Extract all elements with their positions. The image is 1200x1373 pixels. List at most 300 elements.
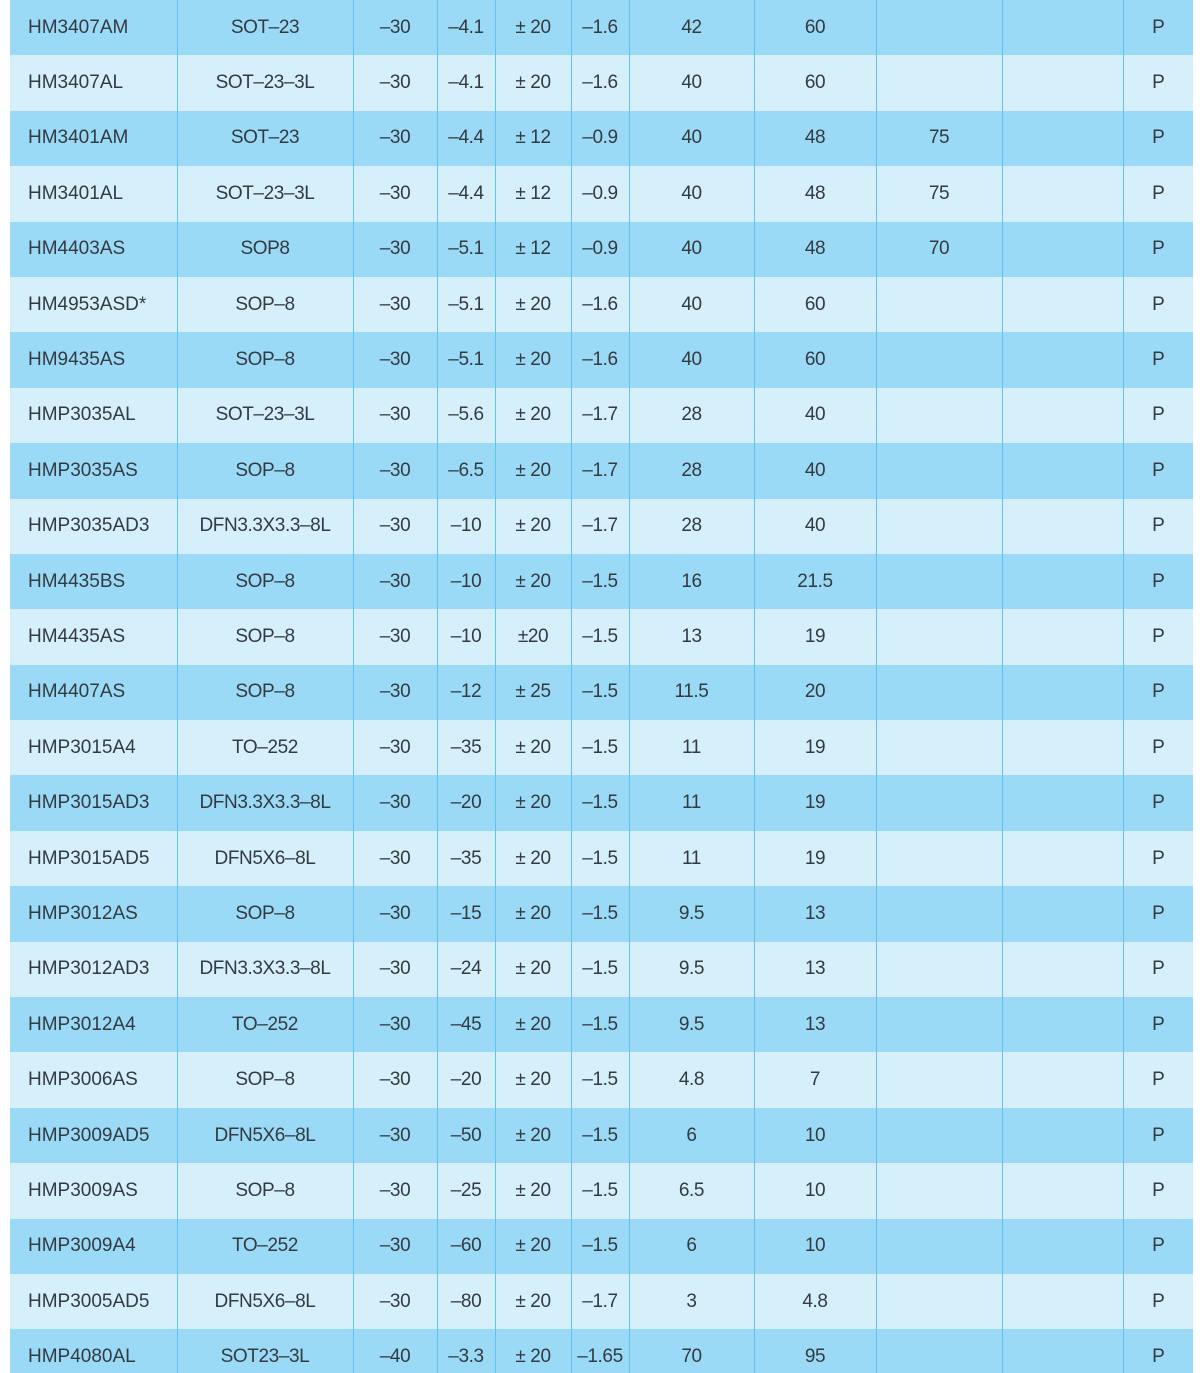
vgs-cell: ± 20 bbox=[495, 1163, 571, 1218]
table-row bbox=[10, 665, 1193, 720]
vgs-cell: ± 20 bbox=[495, 997, 571, 1052]
rds-on-1v8-cell bbox=[1002, 1052, 1123, 1107]
rds-on-1v8-cell bbox=[1002, 443, 1123, 498]
rds-on-4v5-cell: 48 bbox=[754, 111, 876, 166]
vth-cell: –1.7 bbox=[571, 499, 629, 554]
table-row bbox=[10, 609, 1193, 664]
vds-cell: –30 bbox=[353, 499, 437, 554]
part-number-cell: HM4403AS bbox=[10, 222, 177, 277]
id-cell: –4.1 bbox=[437, 55, 495, 110]
vds-cell: –30 bbox=[353, 166, 437, 221]
table-row bbox=[10, 1163, 1193, 1218]
rds-on-2v5-cell bbox=[876, 1219, 1002, 1274]
table-row bbox=[10, 332, 1193, 387]
vds-cell: –30 bbox=[353, 1219, 437, 1274]
rds-on-1v8-cell bbox=[1002, 665, 1123, 720]
vds-cell: –30 bbox=[353, 1108, 437, 1163]
vgs-cell: ± 20 bbox=[495, 554, 571, 609]
rds-on-1v8-cell bbox=[1002, 554, 1123, 609]
vgs-cell: ± 20 bbox=[495, 942, 571, 997]
vds-cell: –30 bbox=[353, 111, 437, 166]
rds-on-4v5-cell: 21.5 bbox=[754, 554, 876, 609]
vds-cell: –30 bbox=[353, 886, 437, 941]
part-number-cell: HMP3015A4 bbox=[10, 720, 177, 775]
vds-cell: –30 bbox=[353, 1274, 437, 1329]
table-row bbox=[10, 997, 1193, 1052]
id-cell: –10 bbox=[437, 609, 495, 664]
table-row bbox=[10, 554, 1193, 609]
vds-cell: –30 bbox=[353, 332, 437, 387]
rds-on-2v5-cell bbox=[876, 1052, 1002, 1107]
vgs-cell: ±20 bbox=[495, 609, 571, 664]
polarity-cell: P bbox=[1123, 1108, 1193, 1163]
vth-cell: –1.6 bbox=[571, 0, 629, 55]
rds-on-10v-cell: 40 bbox=[629, 332, 754, 387]
rds-on-4v5-cell: 10 bbox=[754, 1163, 876, 1218]
rds-on-4v5-cell: 40 bbox=[754, 388, 876, 443]
rds-on-1v8-cell bbox=[1002, 997, 1123, 1052]
vth-cell: –1.6 bbox=[571, 332, 629, 387]
id-cell: –4.4 bbox=[437, 166, 495, 221]
part-number-cell: HM3401AL bbox=[10, 166, 177, 221]
rds-on-2v5-cell bbox=[876, 665, 1002, 720]
rds-on-10v-cell: 28 bbox=[629, 388, 754, 443]
table-row bbox=[10, 166, 1193, 221]
id-cell: –45 bbox=[437, 997, 495, 1052]
vgs-cell: ± 20 bbox=[495, 1329, 571, 1373]
rds-on-10v-cell: 11 bbox=[629, 831, 754, 886]
table-row bbox=[10, 775, 1193, 830]
rds-on-10v-cell: 70 bbox=[629, 1329, 754, 1373]
table-row bbox=[10, 0, 1193, 55]
polarity-cell: P bbox=[1123, 665, 1193, 720]
rds-on-10v-cell: 6 bbox=[629, 1108, 754, 1163]
rds-on-1v8-cell bbox=[1002, 720, 1123, 775]
vgs-cell: ± 20 bbox=[495, 499, 571, 554]
rds-on-2v5-cell bbox=[876, 388, 1002, 443]
id-cell: –10 bbox=[437, 499, 495, 554]
part-number-cell: HM4407AS bbox=[10, 665, 177, 720]
package-cell: SOP–8 bbox=[177, 554, 353, 609]
part-number-cell: HMP3012AD3 bbox=[10, 942, 177, 997]
vds-cell: –30 bbox=[353, 222, 437, 277]
vgs-cell: ± 12 bbox=[495, 222, 571, 277]
table-row bbox=[10, 1274, 1193, 1329]
vds-cell: –30 bbox=[353, 609, 437, 664]
rds-on-10v-cell: 13 bbox=[629, 609, 754, 664]
rds-on-4v5-cell: 95 bbox=[754, 1329, 876, 1373]
rds-on-10v-cell: 42 bbox=[629, 0, 754, 55]
table-row bbox=[10, 1329, 1193, 1373]
mosfet-spec-table-container bbox=[10, 0, 1193, 1373]
rds-on-2v5-cell bbox=[876, 997, 1002, 1052]
table-row bbox=[10, 222, 1193, 277]
package-cell: DFN3.3X3.3–8L bbox=[177, 775, 353, 830]
rds-on-1v8-cell bbox=[1002, 1329, 1123, 1373]
polarity-cell: P bbox=[1123, 499, 1193, 554]
vgs-cell: ± 20 bbox=[495, 388, 571, 443]
package-cell: DFN3.3X3.3–8L bbox=[177, 942, 353, 997]
vgs-cell: ± 20 bbox=[495, 831, 571, 886]
vds-cell: –30 bbox=[353, 665, 437, 720]
rds-on-4v5-cell: 60 bbox=[754, 277, 876, 332]
package-cell: DFN3.3X3.3–8L bbox=[177, 499, 353, 554]
rds-on-1v8-cell bbox=[1002, 1108, 1123, 1163]
rds-on-10v-cell: 40 bbox=[629, 166, 754, 221]
rds-on-10v-cell: 16 bbox=[629, 554, 754, 609]
table-row bbox=[10, 443, 1193, 498]
rds-on-10v-cell: 11.5 bbox=[629, 665, 754, 720]
rds-on-10v-cell: 11 bbox=[629, 720, 754, 775]
vth-cell: –1.5 bbox=[571, 886, 629, 941]
part-number-cell: HMP3012AS bbox=[10, 886, 177, 941]
package-cell: TO–252 bbox=[177, 720, 353, 775]
package-cell: TO–252 bbox=[177, 997, 353, 1052]
rds-on-1v8-cell bbox=[1002, 831, 1123, 886]
package-cell: SOP–8 bbox=[177, 277, 353, 332]
rds-on-4v5-cell: 19 bbox=[754, 775, 876, 830]
vds-cell: –30 bbox=[353, 1163, 437, 1218]
id-cell: –3.3 bbox=[437, 1329, 495, 1373]
polarity-cell: P bbox=[1123, 0, 1193, 55]
rds-on-1v8-cell bbox=[1002, 111, 1123, 166]
polarity-cell: P bbox=[1123, 720, 1193, 775]
id-cell: –25 bbox=[437, 1163, 495, 1218]
rds-on-2v5-cell bbox=[876, 831, 1002, 886]
rds-on-4v5-cell: 60 bbox=[754, 332, 876, 387]
rds-on-2v5-cell bbox=[876, 775, 1002, 830]
rds-on-1v8-cell bbox=[1002, 55, 1123, 110]
package-cell: SOT–23 bbox=[177, 0, 353, 55]
vgs-cell: ± 20 bbox=[495, 277, 571, 332]
vds-cell: –30 bbox=[353, 0, 437, 55]
table-row bbox=[10, 1052, 1193, 1107]
polarity-cell: P bbox=[1123, 443, 1193, 498]
part-number-cell: HMP3035AS bbox=[10, 443, 177, 498]
polarity-cell: P bbox=[1123, 166, 1193, 221]
vth-cell: –1.5 bbox=[571, 942, 629, 997]
package-cell: DFN5X6–8L bbox=[177, 1274, 353, 1329]
vth-cell: –1.7 bbox=[571, 388, 629, 443]
rds-on-1v8-cell bbox=[1002, 942, 1123, 997]
vds-cell: –30 bbox=[353, 997, 437, 1052]
polarity-cell: P bbox=[1123, 222, 1193, 277]
polarity-cell: P bbox=[1123, 111, 1193, 166]
rds-on-2v5-cell bbox=[876, 886, 1002, 941]
rds-on-10v-cell: 11 bbox=[629, 775, 754, 830]
vth-cell: –0.9 bbox=[571, 166, 629, 221]
rds-on-4v5-cell: 19 bbox=[754, 831, 876, 886]
rds-on-2v5-cell bbox=[876, 277, 1002, 332]
table-row bbox=[10, 55, 1193, 110]
part-number-cell: HMP3015AD5 bbox=[10, 831, 177, 886]
vgs-cell: ± 20 bbox=[495, 1108, 571, 1163]
rds-on-1v8-cell bbox=[1002, 1219, 1123, 1274]
id-cell: –5.1 bbox=[437, 222, 495, 277]
vgs-cell: ± 25 bbox=[495, 665, 571, 720]
polarity-cell: P bbox=[1123, 997, 1193, 1052]
rds-on-1v8-cell bbox=[1002, 886, 1123, 941]
rds-on-4v5-cell: 48 bbox=[754, 166, 876, 221]
id-cell: –35 bbox=[437, 831, 495, 886]
id-cell: –5.1 bbox=[437, 277, 495, 332]
part-number-cell: HM3401AM bbox=[10, 111, 177, 166]
id-cell: –35 bbox=[437, 720, 495, 775]
vth-cell: –0.9 bbox=[571, 111, 629, 166]
polarity-cell: P bbox=[1123, 609, 1193, 664]
part-number-cell: HMP3015AD3 bbox=[10, 775, 177, 830]
package-cell: SOP–8 bbox=[177, 443, 353, 498]
vds-cell: –30 bbox=[353, 277, 437, 332]
package-cell: SOP–8 bbox=[177, 1163, 353, 1218]
rds-on-1v8-cell bbox=[1002, 277, 1123, 332]
package-cell: SOP–8 bbox=[177, 886, 353, 941]
rds-on-4v5-cell: 40 bbox=[754, 499, 876, 554]
rds-on-10v-cell: 6 bbox=[629, 1219, 754, 1274]
part-number-cell: HM3407AL bbox=[10, 55, 177, 110]
table-row bbox=[10, 277, 1193, 332]
rds-on-10v-cell: 28 bbox=[629, 443, 754, 498]
vgs-cell: ± 12 bbox=[495, 111, 571, 166]
mosfet-spec-table bbox=[10, 0, 1193, 1373]
rds-on-2v5-cell bbox=[876, 1274, 1002, 1329]
id-cell: –5.6 bbox=[437, 388, 495, 443]
id-cell: –50 bbox=[437, 1108, 495, 1163]
package-cell: SOP–8 bbox=[177, 1052, 353, 1107]
rds-on-2v5-cell bbox=[876, 332, 1002, 387]
package-cell: SOP8 bbox=[177, 222, 353, 277]
part-number-cell: HMP3009A4 bbox=[10, 1219, 177, 1274]
id-cell: –20 bbox=[437, 1052, 495, 1107]
id-cell: –10 bbox=[437, 554, 495, 609]
polarity-cell: P bbox=[1123, 886, 1193, 941]
vth-cell: –1.5 bbox=[571, 1108, 629, 1163]
table-row bbox=[10, 1108, 1193, 1163]
table-row bbox=[10, 388, 1193, 443]
part-number-cell: HM9435AS bbox=[10, 332, 177, 387]
rds-on-1v8-cell bbox=[1002, 1274, 1123, 1329]
vth-cell: –1.5 bbox=[571, 665, 629, 720]
rds-on-4v5-cell: 19 bbox=[754, 720, 876, 775]
vds-cell: –30 bbox=[353, 831, 437, 886]
rds-on-2v5-cell bbox=[876, 1163, 1002, 1218]
part-number-cell: HM4953ASD* bbox=[10, 277, 177, 332]
rds-on-1v8-cell bbox=[1002, 0, 1123, 55]
vgs-cell: ± 20 bbox=[495, 1052, 571, 1107]
part-number-cell: HMP3012A4 bbox=[10, 997, 177, 1052]
vgs-cell: ± 20 bbox=[495, 55, 571, 110]
vgs-cell: ± 12 bbox=[495, 166, 571, 221]
id-cell: –5.1 bbox=[437, 332, 495, 387]
package-cell: SOP–8 bbox=[177, 332, 353, 387]
vds-cell: –30 bbox=[353, 554, 437, 609]
id-cell: –4.4 bbox=[437, 111, 495, 166]
polarity-cell: P bbox=[1123, 388, 1193, 443]
rds-on-2v5-cell bbox=[876, 720, 1002, 775]
vgs-cell: ± 20 bbox=[495, 886, 571, 941]
vds-cell: –30 bbox=[353, 775, 437, 830]
rds-on-2v5-cell bbox=[876, 942, 1002, 997]
table-row bbox=[10, 499, 1193, 554]
part-number-cell: HMP3035AL bbox=[10, 388, 177, 443]
vds-cell: –30 bbox=[353, 1052, 437, 1107]
vgs-cell: ± 20 bbox=[495, 775, 571, 830]
polarity-cell: P bbox=[1123, 775, 1193, 830]
rds-on-4v5-cell: 7 bbox=[754, 1052, 876, 1107]
id-cell: –80 bbox=[437, 1274, 495, 1329]
rds-on-4v5-cell: 13 bbox=[754, 997, 876, 1052]
rds-on-10v-cell: 40 bbox=[629, 55, 754, 110]
vth-cell: –1.65 bbox=[571, 1329, 629, 1373]
rds-on-1v8-cell bbox=[1002, 775, 1123, 830]
vds-cell: –30 bbox=[353, 942, 437, 997]
vds-cell: –30 bbox=[353, 443, 437, 498]
package-cell: SOT–23–3L bbox=[177, 166, 353, 221]
table-row bbox=[10, 1219, 1193, 1274]
rds-on-4v5-cell: 10 bbox=[754, 1219, 876, 1274]
id-cell: –24 bbox=[437, 942, 495, 997]
vth-cell: –1.5 bbox=[571, 831, 629, 886]
id-cell: –12 bbox=[437, 665, 495, 720]
package-cell: SOT–23–3L bbox=[177, 55, 353, 110]
package-cell: SOP–8 bbox=[177, 665, 353, 720]
rds-on-1v8-cell bbox=[1002, 1163, 1123, 1218]
rds-on-4v5-cell: 60 bbox=[754, 0, 876, 55]
polarity-cell: P bbox=[1123, 1219, 1193, 1274]
rds-on-10v-cell: 4.8 bbox=[629, 1052, 754, 1107]
vth-cell: –1.5 bbox=[571, 775, 629, 830]
rds-on-1v8-cell bbox=[1002, 609, 1123, 664]
rds-on-10v-cell: 40 bbox=[629, 111, 754, 166]
vds-cell: –30 bbox=[353, 388, 437, 443]
polarity-cell: P bbox=[1123, 1163, 1193, 1218]
rds-on-4v5-cell: 13 bbox=[754, 886, 876, 941]
rds-on-1v8-cell bbox=[1002, 388, 1123, 443]
vth-cell: –1.5 bbox=[571, 1052, 629, 1107]
rds-on-10v-cell: 40 bbox=[629, 277, 754, 332]
rds-on-1v8-cell bbox=[1002, 332, 1123, 387]
rds-on-2v5-cell: 75 bbox=[876, 166, 1002, 221]
rds-on-4v5-cell: 19 bbox=[754, 609, 876, 664]
rds-on-4v5-cell: 13 bbox=[754, 942, 876, 997]
vth-cell: –1.5 bbox=[571, 609, 629, 664]
id-cell: –15 bbox=[437, 886, 495, 941]
polarity-cell: P bbox=[1123, 277, 1193, 332]
package-cell: SOT–23 bbox=[177, 111, 353, 166]
id-cell: –60 bbox=[437, 1219, 495, 1274]
rds-on-2v5-cell: 70 bbox=[876, 222, 1002, 277]
package-cell: SOP–8 bbox=[177, 609, 353, 664]
package-cell: SOT–23–3L bbox=[177, 388, 353, 443]
vth-cell: –1.7 bbox=[571, 443, 629, 498]
rds-on-10v-cell: 9.5 bbox=[629, 997, 754, 1052]
polarity-cell: P bbox=[1123, 831, 1193, 886]
polarity-cell: P bbox=[1123, 55, 1193, 110]
vgs-cell: ± 20 bbox=[495, 443, 571, 498]
part-number-cell: HMP3035AD3 bbox=[10, 499, 177, 554]
rds-on-2v5-cell: 75 bbox=[876, 111, 1002, 166]
part-number-cell: HM3407AM bbox=[10, 0, 177, 55]
polarity-cell: P bbox=[1123, 942, 1193, 997]
rds-on-2v5-cell bbox=[876, 609, 1002, 664]
vds-cell: –30 bbox=[353, 55, 437, 110]
part-number-cell: HM4435BS bbox=[10, 554, 177, 609]
polarity-cell: P bbox=[1123, 1052, 1193, 1107]
rds-on-4v5-cell: 10 bbox=[754, 1108, 876, 1163]
package-cell: TO–252 bbox=[177, 1219, 353, 1274]
rds-on-10v-cell: 3 bbox=[629, 1274, 754, 1329]
rds-on-4v5-cell: 20 bbox=[754, 665, 876, 720]
id-cell: –4.1 bbox=[437, 0, 495, 55]
package-cell: DFN5X6–8L bbox=[177, 831, 353, 886]
polarity-cell: P bbox=[1123, 554, 1193, 609]
table-body bbox=[10, 0, 1193, 1373]
rds-on-2v5-cell bbox=[876, 499, 1002, 554]
part-number-cell: HM4435AS bbox=[10, 609, 177, 664]
vgs-cell: ± 20 bbox=[495, 720, 571, 775]
package-cell: SOT23–3L bbox=[177, 1329, 353, 1373]
rds-on-2v5-cell bbox=[876, 1329, 1002, 1373]
part-number-cell: HMP3009AD5 bbox=[10, 1108, 177, 1163]
rds-on-4v5-cell: 4.8 bbox=[754, 1274, 876, 1329]
polarity-cell: P bbox=[1123, 1274, 1193, 1329]
rds-on-4v5-cell: 40 bbox=[754, 443, 876, 498]
table-row bbox=[10, 720, 1193, 775]
rds-on-10v-cell: 9.5 bbox=[629, 886, 754, 941]
polarity-cell: P bbox=[1123, 1329, 1193, 1373]
id-cell: –20 bbox=[437, 775, 495, 830]
vth-cell: –1.5 bbox=[571, 554, 629, 609]
part-number-cell: HMP4080AL bbox=[10, 1329, 177, 1373]
part-number-cell: HMP3005AD5 bbox=[10, 1274, 177, 1329]
id-cell: –6.5 bbox=[437, 443, 495, 498]
table-row bbox=[10, 886, 1193, 941]
table-row bbox=[10, 942, 1193, 997]
rds-on-2v5-cell bbox=[876, 1108, 1002, 1163]
vgs-cell: ± 20 bbox=[495, 1219, 571, 1274]
vth-cell: –1.5 bbox=[571, 1219, 629, 1274]
table-row bbox=[10, 111, 1193, 166]
vth-cell: –1.7 bbox=[571, 1274, 629, 1329]
vds-cell: –30 bbox=[353, 720, 437, 775]
vth-cell: –1.6 bbox=[571, 277, 629, 332]
vgs-cell: ± 20 bbox=[495, 1274, 571, 1329]
vgs-cell: ± 20 bbox=[495, 0, 571, 55]
rds-on-4v5-cell: 48 bbox=[754, 222, 876, 277]
rds-on-10v-cell: 28 bbox=[629, 499, 754, 554]
part-number-cell: HMP3006AS bbox=[10, 1052, 177, 1107]
vgs-cell: ± 20 bbox=[495, 332, 571, 387]
rds-on-1v8-cell bbox=[1002, 222, 1123, 277]
vth-cell: –1.5 bbox=[571, 1163, 629, 1218]
part-number-cell: HMP3009AS bbox=[10, 1163, 177, 1218]
vth-cell: –0.9 bbox=[571, 222, 629, 277]
rds-on-1v8-cell bbox=[1002, 499, 1123, 554]
rds-on-2v5-cell bbox=[876, 443, 1002, 498]
rds-on-4v5-cell: 60 bbox=[754, 55, 876, 110]
rds-on-1v8-cell bbox=[1002, 166, 1123, 221]
package-cell: DFN5X6–8L bbox=[177, 1108, 353, 1163]
vds-cell: –40 bbox=[353, 1329, 437, 1373]
vth-cell: –1.5 bbox=[571, 997, 629, 1052]
rds-on-10v-cell: 40 bbox=[629, 222, 754, 277]
rds-on-2v5-cell bbox=[876, 554, 1002, 609]
table-row bbox=[10, 831, 1193, 886]
rds-on-10v-cell: 9.5 bbox=[629, 942, 754, 997]
rds-on-2v5-cell bbox=[876, 0, 1002, 55]
polarity-cell: P bbox=[1123, 332, 1193, 387]
vth-cell: –1.6 bbox=[571, 55, 629, 110]
